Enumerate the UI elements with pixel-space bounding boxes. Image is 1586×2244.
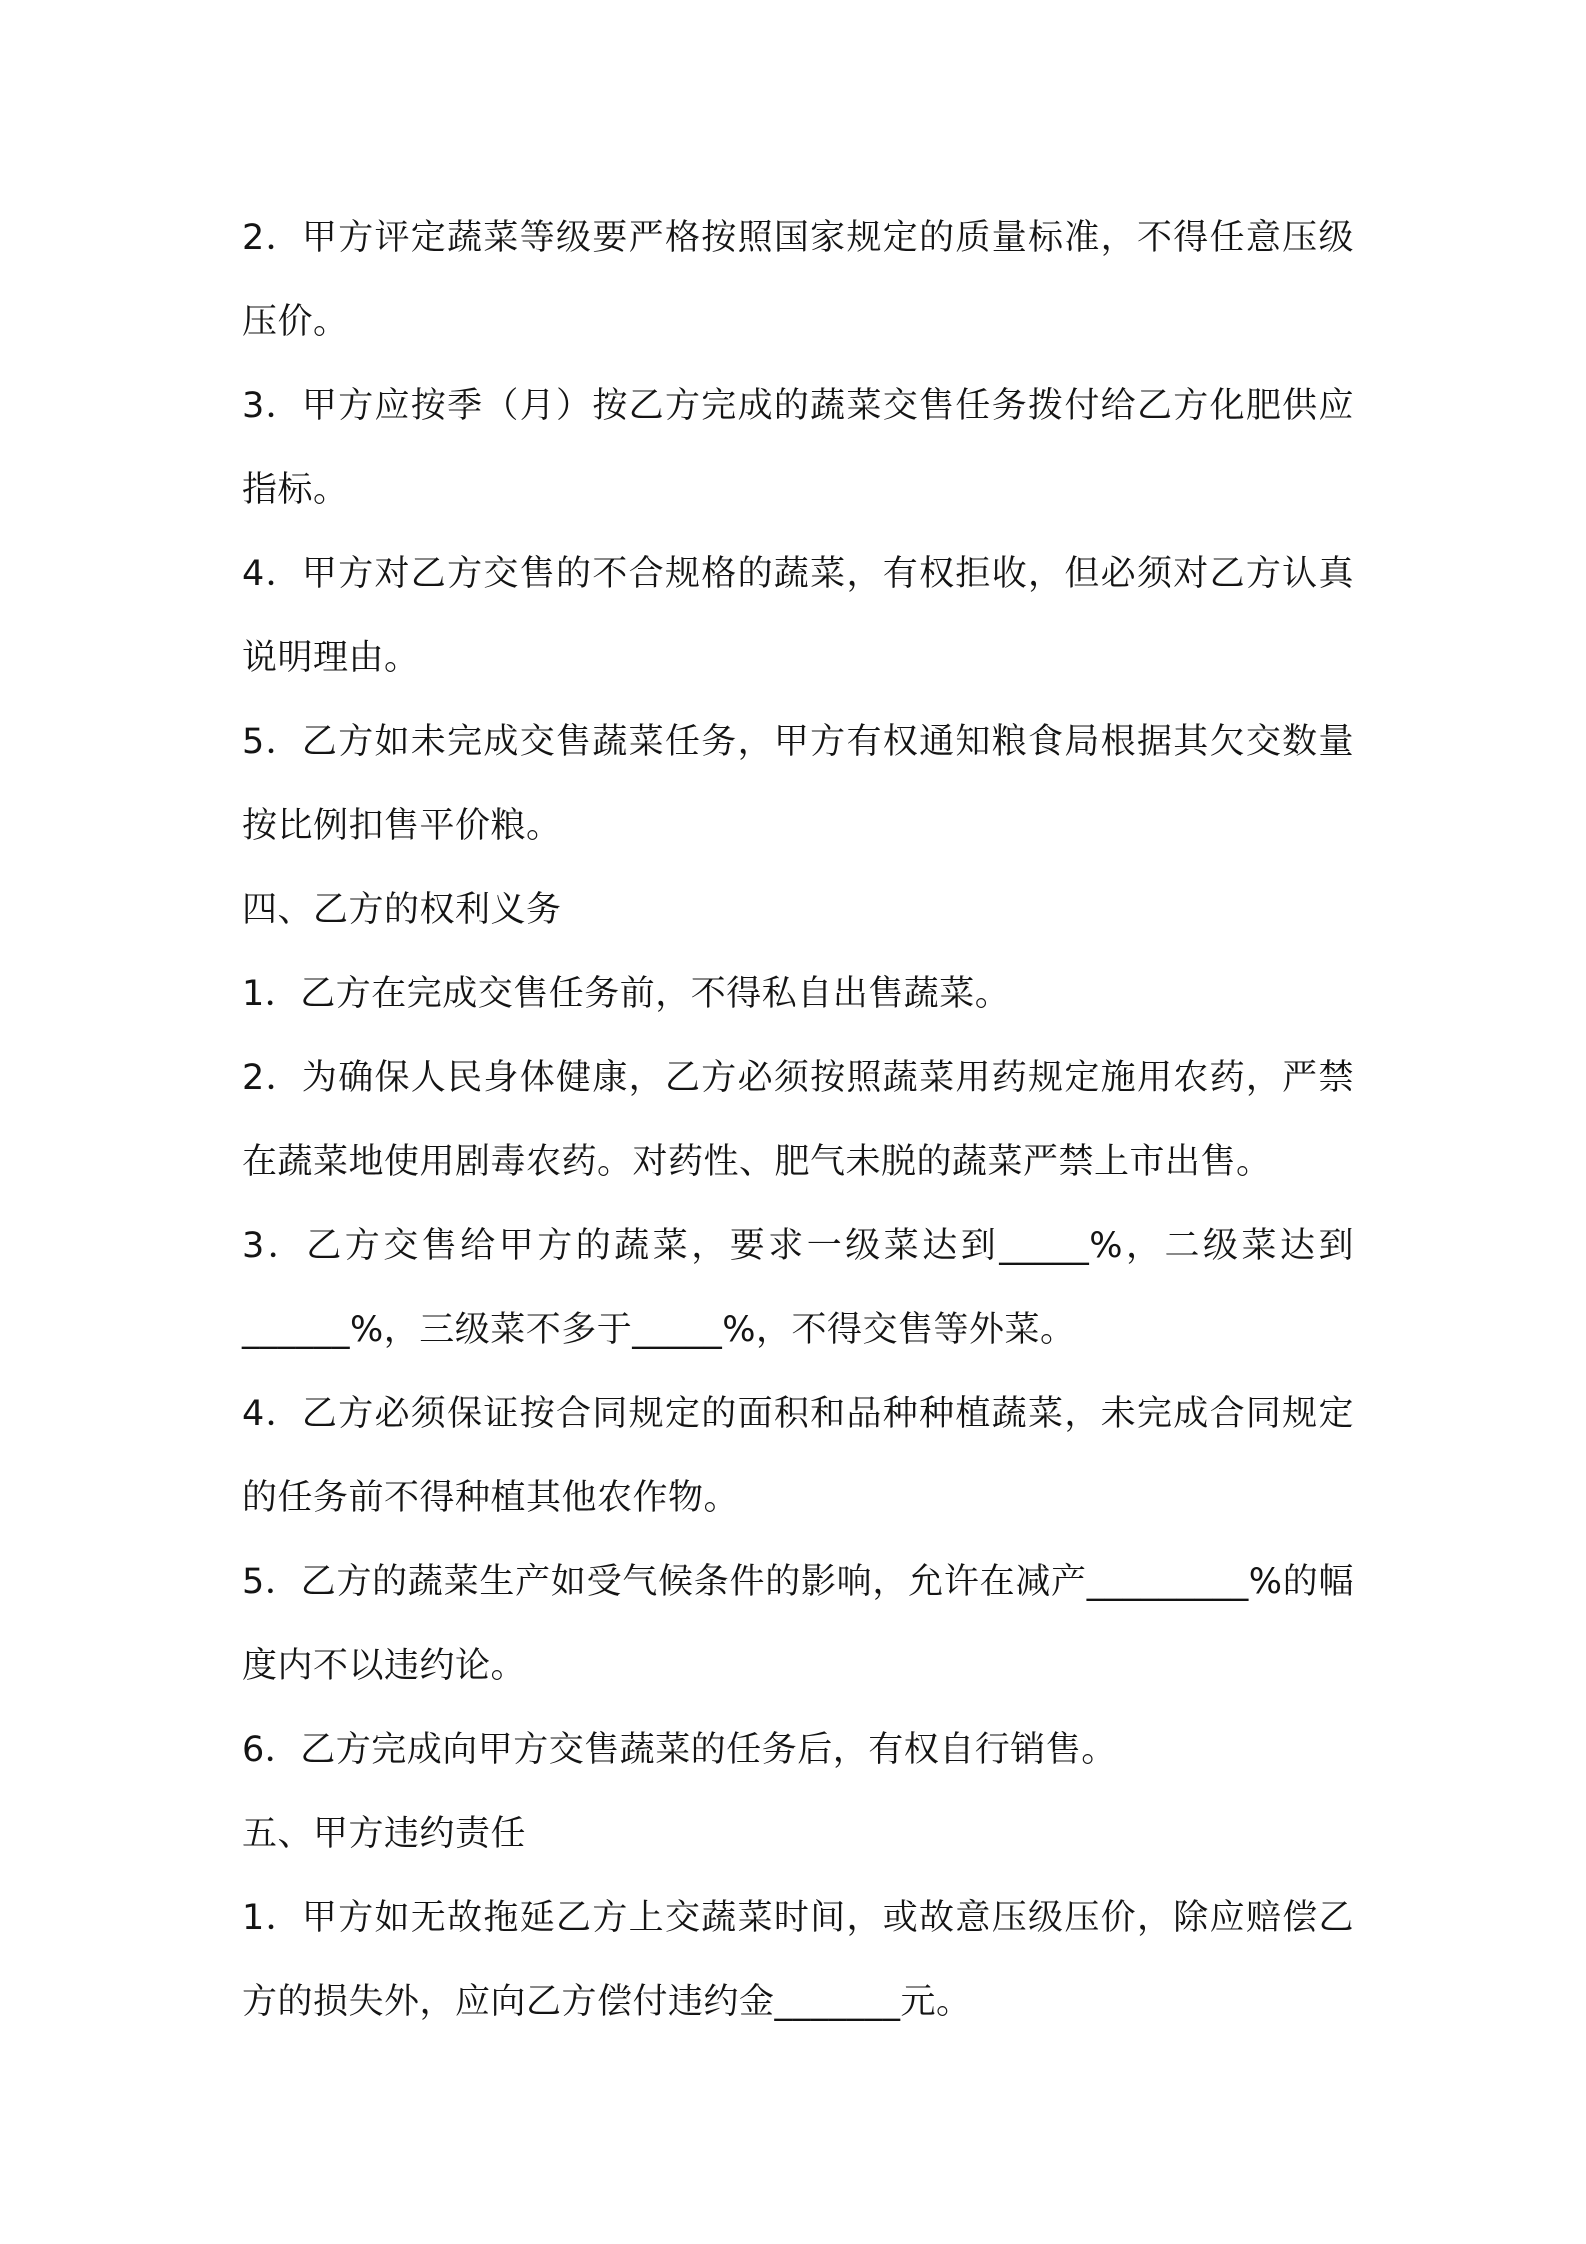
clause-paragraph: 6．乙方完成向甲方交售蔬菜的任务后，有权自行销售。	[242, 1730, 1117, 1770]
clause-paragraph: 5．乙方如未完成交售蔬菜任务，甲方有权通知粮食局根据其欠交数量按比例扣售平价粮。	[242, 722, 1354, 846]
document-body	[242, 196, 1354, 2044]
clause-paragraph: 1．甲方如无故拖延乙方上交蔬菜时间，或故意压级压价，除应赔偿乙方的损失外，应向乙方偿付违约金_______元。	[242, 1898, 1354, 2022]
clause-paragraph: 3．乙方交售给甲方的蔬菜，要求一级菜达到_____%，二级菜达到______%，三级菜不多于_____%，不得交售等外菜。	[242, 1226, 1354, 1350]
clause-paragraph: 5．乙方的蔬菜生产如受气候条件的影响，允许在减产_________%的幅度内不以违约论。	[242, 1562, 1354, 1686]
clause-paragraph: 2．甲方评定蔬菜等级要严格按照国家规定的质量标准，不得任意压级压价。	[242, 218, 1354, 342]
clause-paragraph: 4．乙方必须保证按合同规定的面积和品种种植蔬菜，未完成合同规定的任务前不得种植其他农作物。	[242, 1394, 1354, 1518]
clause-paragraph: 1．乙方在完成交售任务前，不得私自出售蔬菜。	[242, 974, 1011, 1014]
section-heading: 五、甲方违约责任	[242, 1814, 527, 1854]
clause-paragraph: 2．为确保人民身体健康，乙方必须按照蔬菜用药规定施用农药，严禁在蔬菜地使用剧毒农药。对药性、肥气未脱的蔬菜严禁上市出售。	[242, 1058, 1354, 1182]
clause-paragraph: 4．甲方对乙方交售的不合规格的蔬菜，有权拒收，但必须对乙方认真说明理由。	[242, 554, 1354, 678]
clause-paragraph: 3．甲方应按季（月）按乙方完成的蔬菜交售任务拨付给乙方化肥供应指标。	[242, 386, 1354, 510]
section-heading: 四、乙方的权利义务	[242, 890, 562, 930]
